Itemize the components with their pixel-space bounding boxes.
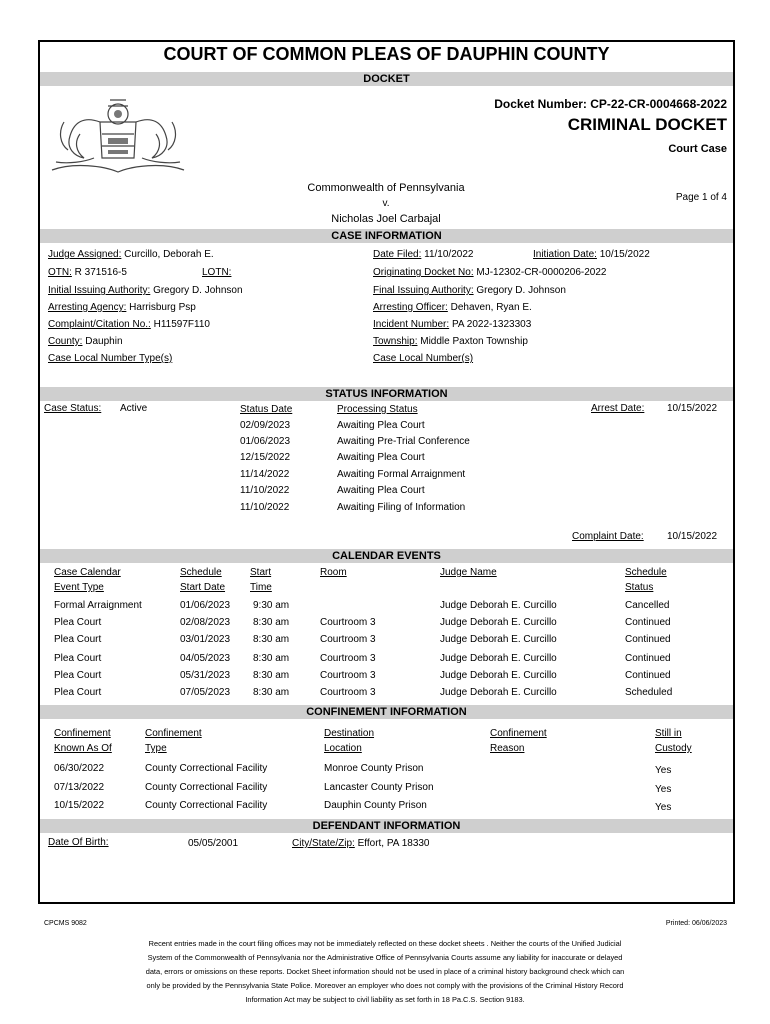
col-header-destination: Destination (324, 728, 375, 739)
status-row-date: 01/06/2023 (240, 436, 291, 447)
confinement-date: 06/30/2022 (54, 763, 105, 774)
complaint-label: Complaint/Citation No.: (48, 319, 151, 330)
calendar-room: Courtroom 3 (320, 617, 376, 628)
judge-assigned (48, 249, 214, 260)
lotn-label: LOTN: (202, 267, 232, 278)
col-header-event-type: Case Calendar (54, 567, 121, 578)
confinement-date: 10/15/2022 (54, 800, 105, 811)
township-label: Township: (373, 336, 418, 347)
status-row-date: 12/15/2022 (240, 452, 291, 463)
status-row-status: Awaiting Pre-Trial Conference (337, 436, 470, 447)
form-id: CPCMS 9082 (44, 920, 87, 927)
page-indicator: Page 1 of 4 (675, 192, 727, 203)
col-header-known-as-of: Confinement (54, 728, 111, 739)
col-header-reason: Reason (490, 743, 525, 754)
date-filed-value: 11/10/2022 (424, 249, 474, 260)
final-auth-label: Final Issuing Authority: (373, 285, 474, 296)
disclaimer-line: System of the Commonwealth of Pennsylvania nor the Administrative Office of Pennsylvania Courts assume any liability for inaccurate or delayed (147, 953, 623, 962)
calendar-judge: Judge Deborah E. Curcillo (440, 634, 557, 645)
csz-value: Effort, PA 18330 (357, 838, 430, 849)
initiation-value: 10/15/2022 (599, 249, 650, 260)
calendar-status: Continued (625, 634, 671, 645)
date-filed-label: Date Filed: (373, 249, 422, 260)
dob-label: Date Of Birth: (48, 837, 109, 848)
complaint-value: H11597F110 (153, 319, 210, 330)
initial-issuing-authority (48, 285, 243, 296)
col-header-start-date: Start Date (180, 582, 226, 593)
col-header-start-date: Schedule (180, 567, 222, 578)
status-row-status: Awaiting Formal Arraignment (337, 469, 466, 480)
status-date-header: Status Date (240, 404, 293, 415)
otn-label: OTN: (48, 267, 72, 278)
calendar-judge: Judge Deborah E. Curcillo (440, 687, 557, 698)
calendar-start-date: 07/05/2023 (180, 687, 231, 698)
county-label: County: (48, 336, 83, 347)
status-row-status: Awaiting Plea Court (337, 420, 425, 431)
initiation-label: Initiation Date: (533, 249, 597, 260)
judge-value: Curcillo, Deborah E. (124, 249, 214, 260)
county (48, 336, 123, 347)
calendar-event-type: Plea Court (54, 634, 102, 645)
calendar-start-time: 8:30 am (253, 687, 290, 698)
calendar-start-date: 03/01/2023 (180, 634, 231, 645)
originating-docket (373, 267, 606, 278)
confinement-type: County Correctional Facility (145, 800, 268, 811)
confinement-location: Monroe County Prison (324, 763, 424, 774)
status-row-status: Awaiting Plea Court (337, 452, 425, 463)
col-header-judge: Judge Name (440, 567, 497, 578)
calendar-start-date: 01/06/2023 (180, 600, 231, 611)
col-header-start-time: Time (250, 582, 272, 593)
calendar-status: Scheduled (625, 687, 673, 698)
calendar-start-time: 8:30 am (253, 634, 290, 645)
arrest-date-value: 10/15/2022 (667, 403, 718, 414)
status-row-date: 11/14/2022 (240, 469, 290, 480)
col-header-reason: Confinement (490, 728, 547, 739)
confinement-location: Dauphin County Prison (324, 800, 427, 811)
incident-label: Incident Number: (373, 319, 450, 330)
arresting-agency-value: Harrisburg Psp (129, 302, 196, 313)
otn (48, 267, 127, 278)
confinement-bar (40, 705, 733, 719)
col-header-destination: Location (324, 743, 362, 754)
col-header-still-in-custody: Custody (655, 743, 692, 754)
initiation-date (533, 249, 650, 260)
case-info-bar (40, 229, 733, 243)
judge-label: Judge Assigned: (48, 249, 122, 260)
status-row-date: 11/10/2022 (240, 502, 290, 513)
disclaimer-line: Recent entries made in the court filing offices may not be immediately reflected on these docket sheets . Neither the courts of the Unified Judicial (148, 939, 622, 948)
confinement-custody: Yes (655, 765, 672, 776)
col-header-status: Status (625, 582, 654, 593)
arresting-agency (48, 302, 196, 313)
disclaimer-line: data, errors or omissions on these reports. Docket Sheet information should not be used in place of a criminal history background check which can (145, 967, 625, 976)
confinement-type: County Correctional Facility (145, 763, 268, 774)
city-state-zip (292, 838, 430, 849)
arresting-officer (373, 302, 532, 313)
confinement-heading: CONFINEMENT INFORMATION (306, 706, 467, 718)
initial-auth-value: Gregory D. Johnson (153, 285, 243, 296)
status-row-status: Awaiting Plea Court (337, 485, 425, 496)
confinement-location: Lancaster County Prison (324, 782, 434, 793)
status-info-heading: STATUS INFORMATION (325, 388, 448, 400)
case-type: Court Case (668, 143, 727, 155)
calendar-judge: Judge Deborah E. Curcillo (440, 670, 557, 681)
calendar-judge: Judge Deborah E. Curcillo (440, 600, 557, 611)
arresting-officer-value: Dehaven, Ryan E. (450, 302, 532, 313)
calendar-room: Courtroom 3 (320, 687, 376, 698)
calendar-judge: Judge Deborah E. Curcillo (440, 617, 557, 628)
status-row-date: 02/09/2023 (240, 420, 291, 431)
col-header-still-in-custody: Still in (655, 728, 682, 739)
status-info-bar (40, 387, 733, 401)
calendar-start-date: 05/31/2023 (180, 670, 231, 681)
calendar-event-type: Plea Court (54, 617, 102, 628)
pennsylvania-seal-icon (44, 92, 192, 178)
disclaimer-line: only be provided by the Pennsylvania State Police. Moreover an employer who does not comply with the provisions of the Criminal History Record (146, 981, 624, 990)
docket-number: Docket Number: CP-22-CR-0004668-2022 (494, 97, 727, 111)
orig-docket-value: MJ-12302-CR-0000206-2022 (476, 267, 607, 278)
calendar-status: Continued (625, 617, 671, 628)
calendar-start-time: 8:30 am (253, 670, 290, 681)
case-status-label: Case Status: (44, 403, 102, 414)
court-title: COURT OF COMMON PLEAS OF DAUPHIN COUNTY (163, 44, 610, 64)
confinement-type: County Correctional Facility (145, 782, 268, 793)
defendant-heading: DEFENDANT INFORMATION (312, 820, 461, 832)
complaint-date-label: Complaint Date: (572, 531, 644, 542)
printed-date: Printed: 06/06/2023 (665, 920, 727, 927)
col-header-room: Room (320, 567, 347, 578)
date-filed (373, 249, 473, 260)
docket-heading: DOCKET (363, 73, 410, 85)
calendar-judge: Judge Deborah E. Curcillo (440, 653, 557, 664)
orig-docket-label: Originating Docket No: (373, 267, 474, 278)
final-auth-value: Gregory D. Johnson (476, 285, 566, 296)
incident-number (373, 319, 531, 330)
calendar-event-type: Plea Court (54, 670, 102, 681)
dob-value: 05/05/2001 (188, 838, 239, 849)
case-local-numbers: Case Local Number(s) (373, 353, 474, 364)
arrest-date-label: Arrest Date: (591, 403, 645, 414)
status-row-date: 11/10/2022 (240, 485, 290, 496)
calendar-event-type: Formal Arraignment (54, 600, 142, 611)
csz-label: City/State/Zip: (292, 838, 355, 849)
calendar-status: Continued (625, 653, 671, 664)
arresting-agency-label: Arresting Agency: (48, 302, 127, 313)
township-value: Middle Paxton Township (420, 336, 528, 347)
confinement-date: 07/13/2022 (54, 782, 105, 793)
col-header-status: Schedule (625, 567, 667, 578)
caption-defendant: Nicholas Joel Carbajal (331, 213, 441, 225)
calendar-start-date: 02/08/2023 (180, 617, 231, 628)
township (373, 336, 528, 347)
calendar-start-time: 8:30 am (253, 653, 290, 664)
complaint-date-value: 10/15/2022 (667, 531, 718, 542)
calendar-start-date: 04/05/2023 (180, 653, 231, 664)
caption-plaintiff: Commonwealth of Pennsylvania (307, 182, 465, 194)
confinement-custody: Yes (655, 784, 672, 795)
calendar-event-type: Plea Court (54, 687, 102, 698)
calendar-room: Courtroom 3 (320, 634, 376, 645)
otn-value: R 371516-5 (74, 267, 127, 278)
docket-type: CRIMINAL DOCKET (567, 115, 727, 134)
disclaimer-line: Information Act may be subject to civil liability as set forth in 18 Pa.C.S. Section 9183. (245, 995, 525, 1004)
county-value: Dauphin (85, 336, 123, 347)
col-header-known-as-of: Known As Of (54, 743, 112, 754)
final-issuing-authority (373, 285, 566, 296)
calendar-room: Courtroom 3 (320, 670, 376, 681)
case-info-heading: CASE INFORMATION (331, 230, 442, 242)
confinement-custody: Yes (655, 802, 672, 813)
arresting-officer-label: Arresting Officer: (373, 302, 448, 313)
col-header-event-type: Event Type (54, 582, 104, 593)
calendar-start-time: 9:30 am (253, 600, 290, 611)
case-local-number-type: Case Local Number Type(s) (48, 353, 173, 364)
incident-value: PA 2022-1323303 (451, 319, 532, 330)
calendar-event-type: Plea Court (54, 653, 102, 664)
status-row-status: Awaiting Filing of Information (337, 502, 466, 513)
docket-heading-bar (40, 72, 733, 86)
caption-versus: v. (382, 198, 390, 209)
calendar-events-heading: CALENDAR EVENTS (332, 550, 441, 562)
disclaimer (80, 937, 690, 1007)
col-header-start-time: Start (250, 567, 272, 578)
complaint-citation (48, 319, 210, 330)
calendar-status: Cancelled (625, 600, 670, 611)
initial-auth-label: Initial Issuing Authority: (48, 285, 151, 296)
calendar-start-time: 8:30 am (253, 617, 290, 628)
calendar-room: Courtroom 3 (320, 653, 376, 664)
calendar-status: Continued (625, 670, 671, 681)
case-status-value: Active (120, 403, 148, 414)
processing-status-header: Processing Status (337, 404, 418, 415)
calendar-events-bar (40, 549, 733, 563)
col-header-confinement-type: Type (145, 743, 167, 754)
defendant-bar (40, 819, 733, 833)
col-header-confinement-type: Confinement (145, 728, 202, 739)
